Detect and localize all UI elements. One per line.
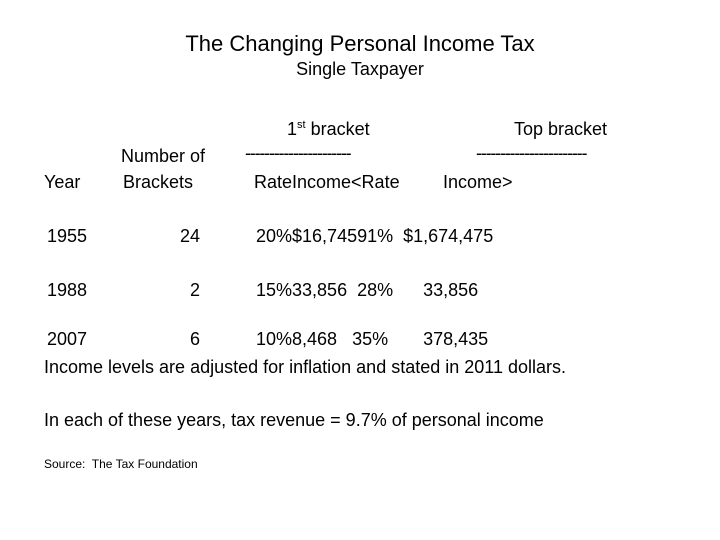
header-first-bracket <box>287 120 370 138</box>
row-1988-brackets: 2 <box>190 280 201 300</box>
header-first-bracket-columns: RateIncome<Rate <box>254 172 400 192</box>
first-bracket-ordinal: 1 <box>287 119 298 139</box>
header-year: Year <box>44 172 81 192</box>
row-1955-year: 1955 <box>47 226 88 246</box>
note-tax-revenue: In each of these years, tax revenue = 9.7% of personal income <box>44 410 544 430</box>
first-bracket-rule: ---------------------- <box>245 143 351 163</box>
header-top-bracket: Top bracket <box>514 119 608 139</box>
source-citation: Source: The Tax Foundation <box>44 457 198 471</box>
row-2007-brackets: 6 <box>190 329 201 349</box>
note-inflation: Income levels are adjusted for inflation and stated in 2011 dollars. <box>44 357 566 377</box>
row-2007-year: 2007 <box>47 329 88 349</box>
row-2007-values: 10%8,468 35% 378,435 <box>256 329 489 349</box>
row-1955-brackets: 24 <box>180 226 201 246</box>
first-bracket-superscript: st <box>297 119 306 131</box>
row-1988-year: 1988 <box>47 280 88 300</box>
page-subtitle: Single Taxpayer <box>296 59 424 79</box>
header-top-bracket-income: Income> <box>443 172 513 192</box>
header-number-of: Number of <box>121 146 206 166</box>
header-brackets: Brackets <box>123 172 194 192</box>
row-1955-values: 20%$16,74591% $1,674,475 <box>256 226 494 246</box>
first-bracket-word: bracket <box>305 119 370 139</box>
row-1988-values: 15%33,856 28% 33,856 <box>256 280 479 300</box>
top-bracket-rule: ----------------------- <box>476 143 587 163</box>
page-title: The Changing Personal Income Tax <box>185 31 535 56</box>
